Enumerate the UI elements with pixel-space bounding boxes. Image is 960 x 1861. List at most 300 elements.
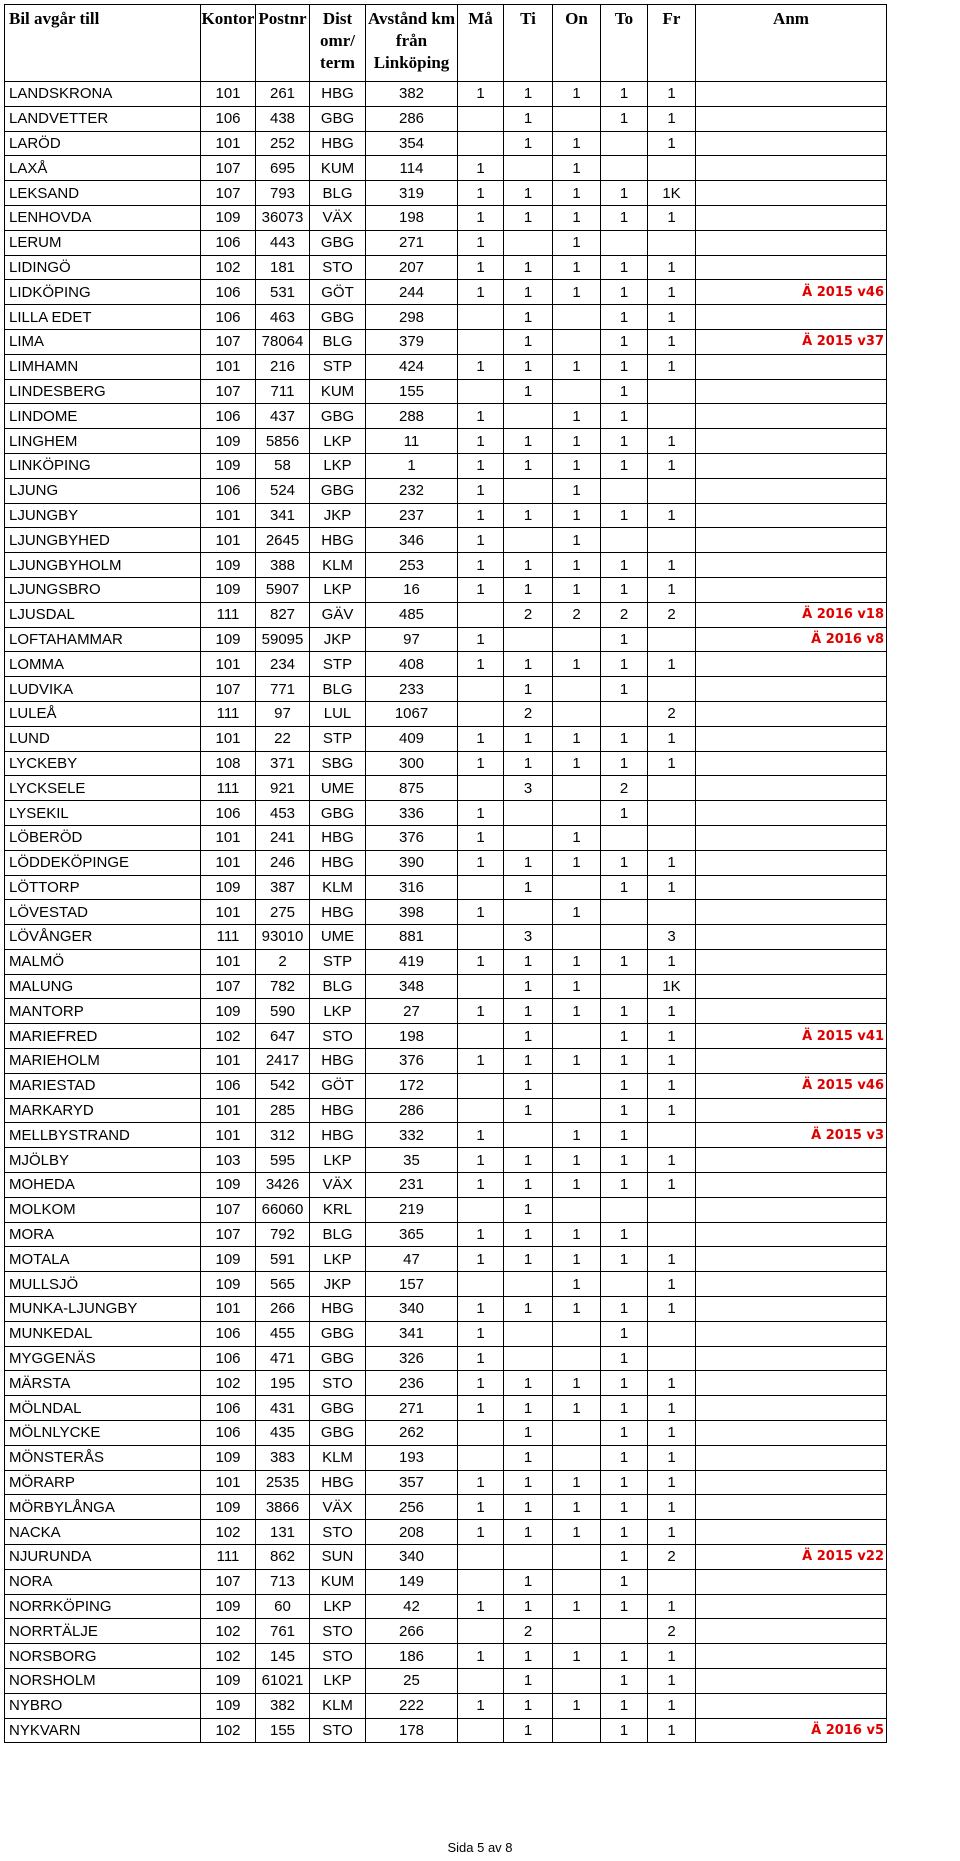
cell-thu xyxy=(601,825,648,850)
cell-tue xyxy=(504,1123,553,1148)
cell-postcode: 792 xyxy=(256,1222,310,1247)
cell-distance: 16 xyxy=(366,577,458,602)
cell-wed xyxy=(553,1024,601,1049)
cell-destination: MOTALA xyxy=(5,1247,201,1272)
cell-office: 107 xyxy=(201,1197,256,1222)
cell-postcode: 695 xyxy=(256,156,310,181)
cell-fri: 1 xyxy=(648,106,696,131)
cell-district: GBG xyxy=(310,1346,366,1371)
cell-fri: 1 xyxy=(648,429,696,454)
cell-thu: 1 xyxy=(601,1693,648,1718)
cell-tue xyxy=(504,404,553,429)
cell-destination: LANDVETTER xyxy=(5,106,201,131)
cell-mon: 1 xyxy=(458,726,504,751)
header-line: Anm xyxy=(773,9,809,28)
cell-office: 106 xyxy=(201,801,256,826)
header-line: To xyxy=(614,9,634,28)
cell-destination: MARKARYD xyxy=(5,1098,201,1123)
cell-postcode: 463 xyxy=(256,305,310,330)
header-line: Dist xyxy=(322,9,353,28)
cell-office: 102 xyxy=(201,1371,256,1396)
cell-postcode: 595 xyxy=(256,1148,310,1173)
cell-distance: 178 xyxy=(366,1718,458,1743)
table-row xyxy=(5,652,887,677)
cell-distance: 157 xyxy=(366,1272,458,1297)
table-row xyxy=(5,528,887,553)
cell-remark xyxy=(696,478,887,503)
table-row xyxy=(5,875,887,900)
cell-destination: MÖLNLYCKE xyxy=(5,1421,201,1446)
cell-fri: 1 xyxy=(648,1718,696,1743)
cell-postcode: 590 xyxy=(256,999,310,1024)
cell-tue: 1 xyxy=(504,1421,553,1446)
cell-wed xyxy=(553,627,601,652)
cell-distance: 25 xyxy=(366,1669,458,1694)
cell-mon xyxy=(458,106,504,131)
cell-thu xyxy=(601,1197,648,1222)
cell-fri: 1 xyxy=(648,1098,696,1123)
cell-office: 107 xyxy=(201,1569,256,1594)
cell-mon: 1 xyxy=(458,1693,504,1718)
cell-wed: 1 xyxy=(553,1049,601,1074)
cell-fri: 1K xyxy=(648,974,696,999)
cell-mon: 1 xyxy=(458,1396,504,1421)
cell-distance: 237 xyxy=(366,503,458,528)
cell-wed xyxy=(553,677,601,702)
cell-office: 103 xyxy=(201,1148,256,1173)
cell-remark xyxy=(696,925,887,950)
cell-office: 101 xyxy=(201,82,256,107)
cell-destination: LJUSDAL xyxy=(5,602,201,627)
cell-wed: 1 xyxy=(553,825,601,850)
cell-district: BLG xyxy=(310,329,366,354)
cell-fri xyxy=(648,1222,696,1247)
cell-destination: MARIEFRED xyxy=(5,1024,201,1049)
cell-wed xyxy=(553,1421,601,1446)
cell-mon: 1 xyxy=(458,1049,504,1074)
col-header-destination xyxy=(5,5,201,82)
cell-destination: LILLA EDET xyxy=(5,305,201,330)
cell-thu xyxy=(601,131,648,156)
cell-wed: 1 xyxy=(553,999,601,1024)
cell-office: 111 xyxy=(201,776,256,801)
cell-fri: 1K xyxy=(648,181,696,206)
cell-tue: 1 xyxy=(504,1594,553,1619)
cell-district: STO xyxy=(310,255,366,280)
cell-wed: 1 xyxy=(553,429,601,454)
cell-wed: 1 xyxy=(553,1594,601,1619)
cell-postcode: 261 xyxy=(256,82,310,107)
cell-fri: 2 xyxy=(648,701,696,726)
cell-thu: 1 xyxy=(601,1371,648,1396)
cell-mon: 1 xyxy=(458,801,504,826)
cell-tue: 1 xyxy=(504,429,553,454)
table-row xyxy=(5,156,887,181)
cell-office: 106 xyxy=(201,404,256,429)
cell-district: BLG xyxy=(310,974,366,999)
cell-postcode: 22 xyxy=(256,726,310,751)
cell-fri: 1 xyxy=(648,503,696,528)
cell-office: 107 xyxy=(201,181,256,206)
cell-district: STO xyxy=(310,1520,366,1545)
cell-office: 102 xyxy=(201,1619,256,1644)
cell-remark xyxy=(696,801,887,826)
cell-fri: 1 xyxy=(648,553,696,578)
cell-tue: 1 xyxy=(504,1718,553,1743)
cell-remark xyxy=(696,1247,887,1272)
cell-mon: 1 xyxy=(458,230,504,255)
cell-tue: 1 xyxy=(504,131,553,156)
cell-postcode: 5856 xyxy=(256,429,310,454)
cell-office: 106 xyxy=(201,478,256,503)
cell-district: STO xyxy=(310,1644,366,1669)
cell-remark xyxy=(696,1569,887,1594)
cell-distance: 379 xyxy=(366,329,458,354)
cell-wed: 1 xyxy=(553,949,601,974)
cell-thu: 1 xyxy=(601,726,648,751)
cell-postcode: 2645 xyxy=(256,528,310,553)
cell-thu: 1 xyxy=(601,1594,648,1619)
cell-fri: 1 xyxy=(648,255,696,280)
table-row xyxy=(5,1024,887,1049)
cell-wed: 1 xyxy=(553,255,601,280)
cell-mon xyxy=(458,677,504,702)
col-header-friday xyxy=(648,5,696,82)
cell-mon: 1 xyxy=(458,1148,504,1173)
cell-district: HBG xyxy=(310,900,366,925)
cell-thu: 1 xyxy=(601,1024,648,1049)
cell-distance: 485 xyxy=(366,602,458,627)
header-row xyxy=(5,5,887,82)
cell-district: BLG xyxy=(310,677,366,702)
cell-distance: 97 xyxy=(366,627,458,652)
cell-postcode: 131 xyxy=(256,1520,310,1545)
route-table xyxy=(4,4,887,1743)
cell-remark: Ä 2015 v46 xyxy=(696,1073,887,1098)
cell-remark xyxy=(696,1272,887,1297)
table-row xyxy=(5,1445,887,1470)
cell-district: STO xyxy=(310,1718,366,1743)
cell-remark xyxy=(696,1346,887,1371)
cell-fri: 1 xyxy=(648,1669,696,1694)
cell-destination: LJUNG xyxy=(5,478,201,503)
cell-fri: 1 xyxy=(648,131,696,156)
cell-fri: 1 xyxy=(648,1396,696,1421)
cell-thu: 1 xyxy=(601,429,648,454)
cell-postcode: 471 xyxy=(256,1346,310,1371)
cell-thu: 1 xyxy=(601,1098,648,1123)
cell-fri xyxy=(648,528,696,553)
cell-wed xyxy=(553,1718,601,1743)
cell-mon xyxy=(458,1421,504,1446)
cell-postcode: 252 xyxy=(256,131,310,156)
cell-remark xyxy=(696,1693,887,1718)
table-row xyxy=(5,1545,887,1570)
cell-remark xyxy=(696,1495,887,1520)
cell-wed: 1 xyxy=(553,156,601,181)
cell-office: 102 xyxy=(201,1644,256,1669)
cell-office: 101 xyxy=(201,1470,256,1495)
cell-distance: 1067 xyxy=(366,701,458,726)
cell-fri: 1 xyxy=(648,1421,696,1446)
cell-wed: 1 xyxy=(553,900,601,925)
cell-fri: 1 xyxy=(648,652,696,677)
cell-tue: 1 xyxy=(504,1148,553,1173)
cell-mon xyxy=(458,1445,504,1470)
cell-distance: 35 xyxy=(366,1148,458,1173)
cell-mon: 1 xyxy=(458,354,504,379)
cell-destination: LYCKEBY xyxy=(5,751,201,776)
cell-destination: MOLKOM xyxy=(5,1197,201,1222)
cell-fri: 1 xyxy=(648,1644,696,1669)
cell-destination: NJURUNDA xyxy=(5,1545,201,1570)
cell-postcode: 66060 xyxy=(256,1197,310,1222)
cell-district: JKP xyxy=(310,503,366,528)
cell-wed xyxy=(553,1445,601,1470)
cell-mon: 1 xyxy=(458,205,504,230)
cell-district: SUN xyxy=(310,1545,366,1570)
cell-destination: LIMHAMN xyxy=(5,354,201,379)
cell-remark xyxy=(696,825,887,850)
cell-wed xyxy=(553,875,601,900)
cell-postcode: 647 xyxy=(256,1024,310,1049)
cell-distance: 419 xyxy=(366,949,458,974)
cell-wed: 1 xyxy=(553,181,601,206)
cell-tue: 1 xyxy=(504,726,553,751)
cell-district: STP xyxy=(310,949,366,974)
cell-destination: MOHEDA xyxy=(5,1173,201,1198)
cell-thu: 1 xyxy=(601,181,648,206)
cell-tue: 2 xyxy=(504,1619,553,1644)
header-line: Avstånd km xyxy=(367,9,456,28)
cell-wed: 1 xyxy=(553,1148,601,1173)
cell-remark xyxy=(696,181,887,206)
cell-remark xyxy=(696,131,887,156)
cell-mon: 1 xyxy=(458,1321,504,1346)
cell-remark xyxy=(696,1222,887,1247)
cell-thu: 1 xyxy=(601,1173,648,1198)
cell-district: GÖT xyxy=(310,280,366,305)
cell-distance: 288 xyxy=(366,404,458,429)
cell-wed: 1 xyxy=(553,1470,601,1495)
cell-tue: 1 xyxy=(504,949,553,974)
cell-remark xyxy=(696,1371,887,1396)
cell-wed: 1 xyxy=(553,1371,601,1396)
cell-destination: MYGGENÄS xyxy=(5,1346,201,1371)
table-row xyxy=(5,1272,887,1297)
cell-tue: 1 xyxy=(504,652,553,677)
cell-distance: 376 xyxy=(366,825,458,850)
table-row xyxy=(5,478,887,503)
header-line: On xyxy=(565,9,588,28)
cell-wed: 1 xyxy=(553,280,601,305)
cell-fri: 1 xyxy=(648,280,696,305)
cell-fri xyxy=(648,627,696,652)
cell-thu xyxy=(601,900,648,925)
cell-tue: 1 xyxy=(504,677,553,702)
cell-destination: LÖBERÖD xyxy=(5,825,201,850)
cell-remark: Ä 2016 v8 xyxy=(696,627,887,652)
cell-fri xyxy=(648,1569,696,1594)
cell-wed: 1 xyxy=(553,1495,601,1520)
cell-wed: 1 xyxy=(553,528,601,553)
table-row xyxy=(5,1569,887,1594)
cell-fri: 2 xyxy=(648,1545,696,1570)
cell-wed: 2 xyxy=(553,602,601,627)
cell-thu xyxy=(601,230,648,255)
cell-remark xyxy=(696,1594,887,1619)
cell-tue: 3 xyxy=(504,776,553,801)
cell-distance: 271 xyxy=(366,230,458,255)
cell-fri: 1 xyxy=(648,577,696,602)
cell-postcode: 93010 xyxy=(256,925,310,950)
cell-district: JKP xyxy=(310,627,366,652)
cell-office: 106 xyxy=(201,305,256,330)
table-row xyxy=(5,726,887,751)
cell-distance: 408 xyxy=(366,652,458,677)
cell-district: VÄX xyxy=(310,1173,366,1198)
cell-district: LKP xyxy=(310,1594,366,1619)
cell-mon xyxy=(458,1545,504,1570)
cell-destination: LINDESBERG xyxy=(5,379,201,404)
cell-distance: 365 xyxy=(366,1222,458,1247)
cell-remark xyxy=(696,875,887,900)
cell-office: 101 xyxy=(201,850,256,875)
cell-destination: MÖNSTERÅS xyxy=(5,1445,201,1470)
cell-mon: 1 xyxy=(458,1644,504,1669)
table-row xyxy=(5,205,887,230)
cell-district: VÄX xyxy=(310,1495,366,1520)
cell-remark xyxy=(696,205,887,230)
col-header-postcode xyxy=(256,5,310,82)
cell-office: 109 xyxy=(201,1693,256,1718)
table-row xyxy=(5,1495,887,1520)
cell-destination: LIDKÖPING xyxy=(5,280,201,305)
cell-destination: LIDINGÖ xyxy=(5,255,201,280)
cell-office: 106 xyxy=(201,1073,256,1098)
cell-remark xyxy=(696,1148,887,1173)
cell-postcode: 216 xyxy=(256,354,310,379)
cell-district: GBG xyxy=(310,1421,366,1446)
cell-tue xyxy=(504,156,553,181)
cell-office: 109 xyxy=(201,627,256,652)
cell-distance: 875 xyxy=(366,776,458,801)
table-row xyxy=(5,1619,887,1644)
cell-fri xyxy=(648,1123,696,1148)
cell-distance: 222 xyxy=(366,1693,458,1718)
cell-mon: 1 xyxy=(458,404,504,429)
cell-remark xyxy=(696,1669,887,1694)
table-row xyxy=(5,553,887,578)
cell-remark xyxy=(696,1619,887,1644)
cell-postcode: 382 xyxy=(256,1693,310,1718)
cell-postcode: 827 xyxy=(256,602,310,627)
cell-postcode: 388 xyxy=(256,553,310,578)
cell-wed: 1 xyxy=(553,652,601,677)
cell-postcode: 145 xyxy=(256,1644,310,1669)
cell-district: SBG xyxy=(310,751,366,776)
cell-mon xyxy=(458,1073,504,1098)
cell-tue: 1 xyxy=(504,1222,553,1247)
cell-mon: 1 xyxy=(458,1520,504,1545)
cell-district: HBG xyxy=(310,825,366,850)
table-row xyxy=(5,280,887,305)
cell-tue: 2 xyxy=(504,602,553,627)
cell-tue: 1 xyxy=(504,875,553,900)
cell-office: 101 xyxy=(201,1123,256,1148)
cell-thu: 1 xyxy=(601,553,648,578)
cell-remark xyxy=(696,1049,887,1074)
cell-tue: 1 xyxy=(504,329,553,354)
cell-tue: 1 xyxy=(504,280,553,305)
cell-tue: 1 xyxy=(504,1520,553,1545)
cell-remark: Ä 2015 v41 xyxy=(696,1024,887,1049)
cell-distance: 219 xyxy=(366,1197,458,1222)
cell-destination: LAXÅ xyxy=(5,156,201,181)
cell-mon xyxy=(458,1718,504,1743)
cell-office: 107 xyxy=(201,156,256,181)
cell-mon xyxy=(458,305,504,330)
cell-tue: 1 xyxy=(504,751,553,776)
table-row xyxy=(5,701,887,726)
cell-remark xyxy=(696,230,887,255)
cell-district: VÄX xyxy=(310,205,366,230)
cell-fri xyxy=(648,478,696,503)
cell-thu: 1 xyxy=(601,801,648,826)
cell-fri: 1 xyxy=(648,1148,696,1173)
cell-fri: 1 xyxy=(648,1247,696,1272)
cell-postcode: 921 xyxy=(256,776,310,801)
col-header-monday xyxy=(458,5,504,82)
cell-tue xyxy=(504,900,553,925)
cell-fri: 1 xyxy=(648,1024,696,1049)
cell-tue: 1 xyxy=(504,82,553,107)
cell-destination: LÖDDEKÖPINGE xyxy=(5,850,201,875)
cell-thu: 1 xyxy=(601,379,648,404)
cell-destination: MANTORP xyxy=(5,999,201,1024)
cell-distance: 316 xyxy=(366,875,458,900)
cell-office: 101 xyxy=(201,131,256,156)
cell-wed: 1 xyxy=(553,131,601,156)
cell-tue: 1 xyxy=(504,974,553,999)
cell-fri: 1 xyxy=(648,1173,696,1198)
cell-office: 102 xyxy=(201,1520,256,1545)
cell-tue: 1 xyxy=(504,1693,553,1718)
cell-wed: 1 xyxy=(553,82,601,107)
cell-wed: 1 xyxy=(553,553,601,578)
cell-office: 101 xyxy=(201,503,256,528)
cell-fri: 2 xyxy=(648,1619,696,1644)
cell-district: GBG xyxy=(310,404,366,429)
cell-remark xyxy=(696,453,887,478)
cell-postcode: 387 xyxy=(256,875,310,900)
cell-district: KUM xyxy=(310,156,366,181)
cell-thu: 1 xyxy=(601,577,648,602)
cell-postcode: 453 xyxy=(256,801,310,826)
col-header-thursday xyxy=(601,5,648,82)
cell-destination: MUNKA-LJUNGBY xyxy=(5,1297,201,1322)
cell-mon: 1 xyxy=(458,751,504,776)
cell-tue: 1 xyxy=(504,553,553,578)
cell-fri: 1 xyxy=(648,751,696,776)
cell-distance: 332 xyxy=(366,1123,458,1148)
cell-destination: NYKVARN xyxy=(5,1718,201,1743)
cell-destination: LOMMA xyxy=(5,652,201,677)
cell-destination: LARÖD xyxy=(5,131,201,156)
cell-mon xyxy=(458,1569,504,1594)
cell-postcode: 59095 xyxy=(256,627,310,652)
cell-postcode: 565 xyxy=(256,1272,310,1297)
